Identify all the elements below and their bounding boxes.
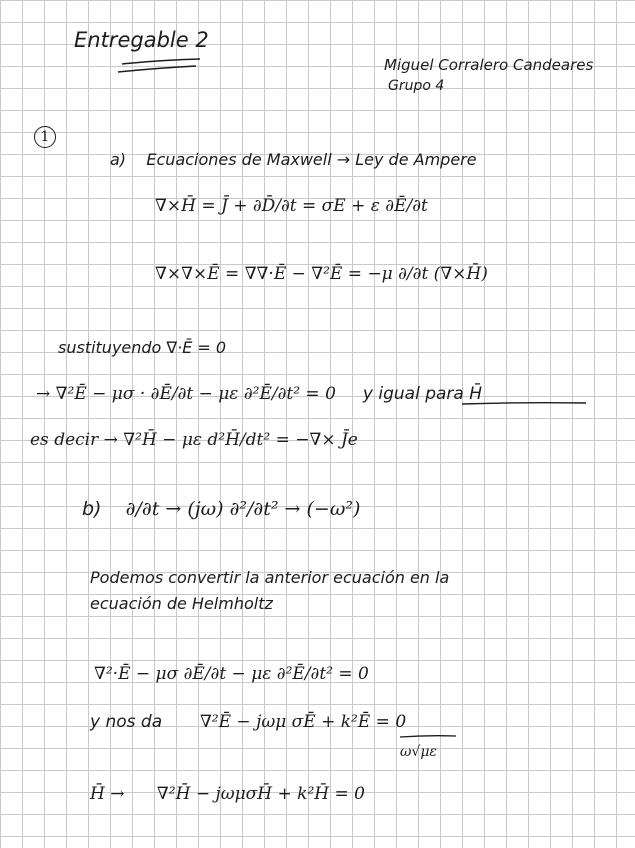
result-formula: ∇²Ē − jωμ σĒ + k²Ē = 0 [199, 712, 407, 732]
wave-e-note: y igual para H̄ [362, 384, 483, 404]
h-formula: ∇²H̄ − jωμσH̄ + k²H̄ = 0 [156, 784, 365, 804]
equation-wave-e [36, 384, 482, 404]
equation-curl-curl: ∇×∇×Ē = ∇∇·Ē − ∇²Ē = −μ ∂/∂t (∇×H̄) [155, 264, 488, 284]
wave-e-formula: → ∇²Ē − μσ · ∂Ē/∂t − με ∂²Ē/∂t² = 0 [36, 384, 336, 404]
substitution-line: sustituyendo ∇·Ē = 0 [58, 338, 227, 357]
section-b-label: b) [82, 498, 102, 520]
equation-ampere: ∇×H̄ = J̄ + ∂D̄/∂t = σE + ε ∂Ē/∂t [155, 196, 428, 216]
phasor-substitution: ∂/∂t → (jω) ∂²/∂t² → (−ω²) [125, 498, 361, 520]
k-underline [400, 736, 456, 737]
equation-helmholtz-h [90, 784, 365, 804]
text-line-1: Podemos convertir la anterior ecuación en la [90, 568, 450, 587]
equation-wave-h: es decir → ∇²H̄ − με d²H̄/dt² = −∇× J̄e [30, 430, 358, 450]
h-label: H̄ → [90, 784, 125, 804]
title-underline [122, 59, 200, 64]
equation-helmholtz-start: ∇²·Ē − μσ ∂Ē/∂t − με ∂²Ē/∂t² = 0 [94, 664, 369, 684]
group-label: Grupo 4 [388, 78, 445, 94]
section-b-line [82, 498, 360, 520]
equation-helmholtz-result [90, 712, 406, 732]
problem-number: 1 [34, 126, 56, 148]
section-a-title: Ecuaciones de Maxwell → Ley de Ampere [146, 150, 477, 169]
result-label: y nos da [90, 712, 163, 732]
page-title: Entregable 2 [74, 28, 209, 52]
section-a-heading [110, 150, 477, 169]
text-line-2: ecuación de Helmholtz [90, 594, 273, 613]
wave-number-definition: ω√με [400, 744, 437, 760]
section-a-label: a) [110, 150, 127, 169]
author-name: Miguel Corralero Candeares [384, 56, 594, 74]
title-underline [118, 66, 196, 72]
